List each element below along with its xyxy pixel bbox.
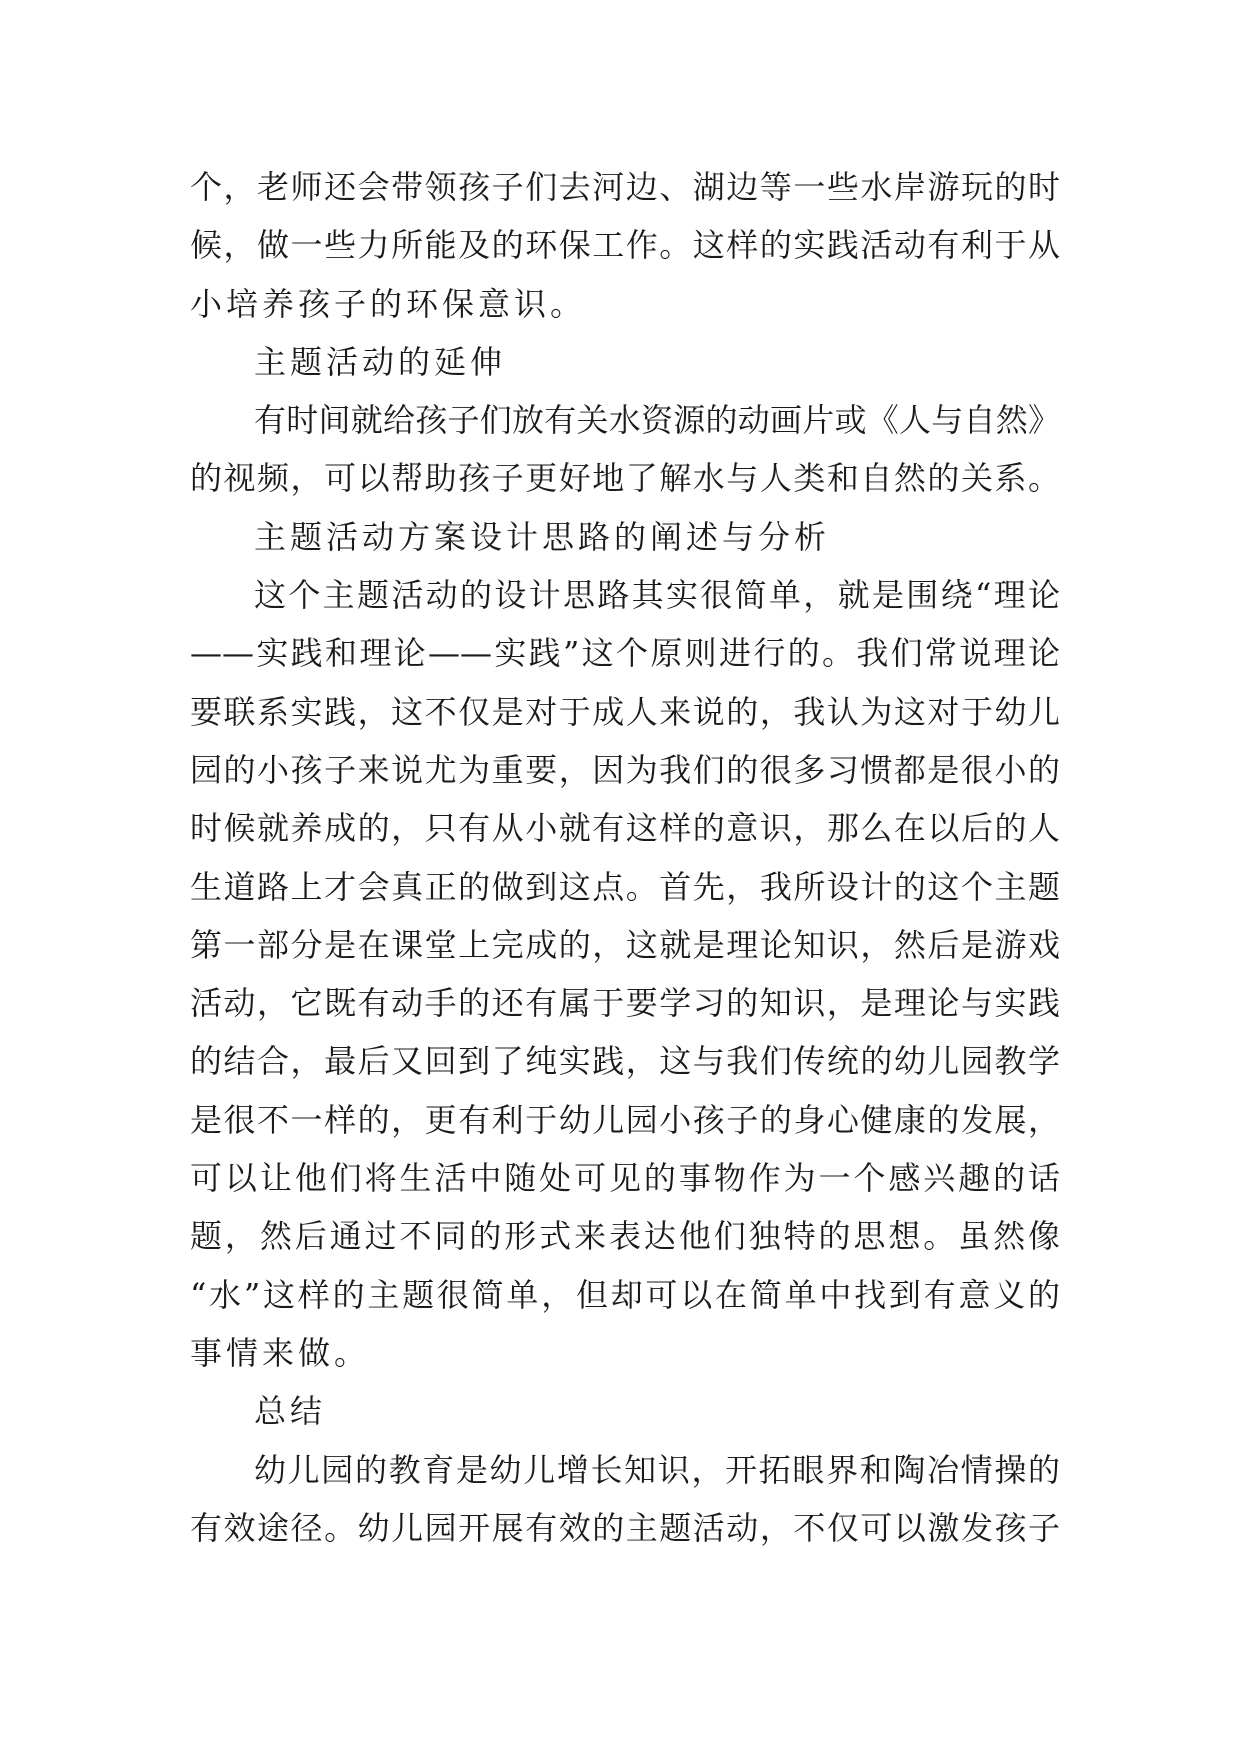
text-line: 可以让他们将生活中随处可见的事物作为一个感兴趣的话 [190,1159,1060,1198]
text-line: 幼儿园的教育是幼儿增长知识，开拓眼界和陶冶情操的 [254,1450,1060,1489]
text-line: “水”这样的主题很简单，但却可以在简单中找到有意义的 [190,1275,1060,1314]
text-line: 有效途径。幼儿园开展有效的主题活动，不仅可以激发孩子 [190,1508,1060,1547]
text-line: 时候就养成的，只有从小就有这样的意识，那么在以后的人 [190,809,1060,848]
text-line: 是很不一样的，更有利于幼儿园小孩子的身心健康的发展， [190,1100,1060,1139]
document-body [190,158,1060,1557]
text-line: 活动，它既有动手的还有属于要学习的知识，是理论与实践 [190,984,1060,1023]
text-line: 生道路上才会真正的做到这点。首先，我所设计的这个主题 [190,867,1060,906]
text-line: 总结 [254,1392,327,1431]
text-line: 这个主题活动的设计思路其实很简单，就是围绕“理论 [254,576,1060,615]
text-line: 小培养孩子的环保意识。 [190,284,587,323]
text-line: 第一部分是在课堂上完成的，这就是理论知识，然后是游戏 [190,925,1060,964]
text-line: 题，然后通过不同的形式来表达他们独特的思想。虽然像 [190,1217,1060,1256]
text-line: 园的小孩子来说尤为重要，因为我们的很多习惯都是很小的 [190,750,1060,789]
text-line: 主题活动的延伸 [254,342,507,381]
text-line: 的结合，最后又回到了纯实践，这与我们传统的幼儿园教学 [190,1042,1060,1081]
text-line: 候，做一些力所能及的环保工作。这样的实践活动有利于从 [190,226,1060,265]
text-line: 要联系实践，这不仅是对于成人来说的，我认为这对于幼儿 [190,692,1060,731]
text-line: ——实践和理论——实践”这个原则进行的。我们常说理论 [190,634,1060,673]
text-line: 主题活动方案设计思路的阐述与分析 [254,517,831,556]
text-line: 有时间就给孩子们放有关水资源的动画片或《人与自然》 [254,401,1060,440]
text-line: 的视频，可以帮助孩子更好地了解水与人类和自然的关系。 [190,459,1060,498]
text-line: 个，老师还会带领孩子们去河边、湖边等一些水岸游玩的时 [190,168,1060,206]
text-line: 事情来做。 [190,1333,371,1372]
